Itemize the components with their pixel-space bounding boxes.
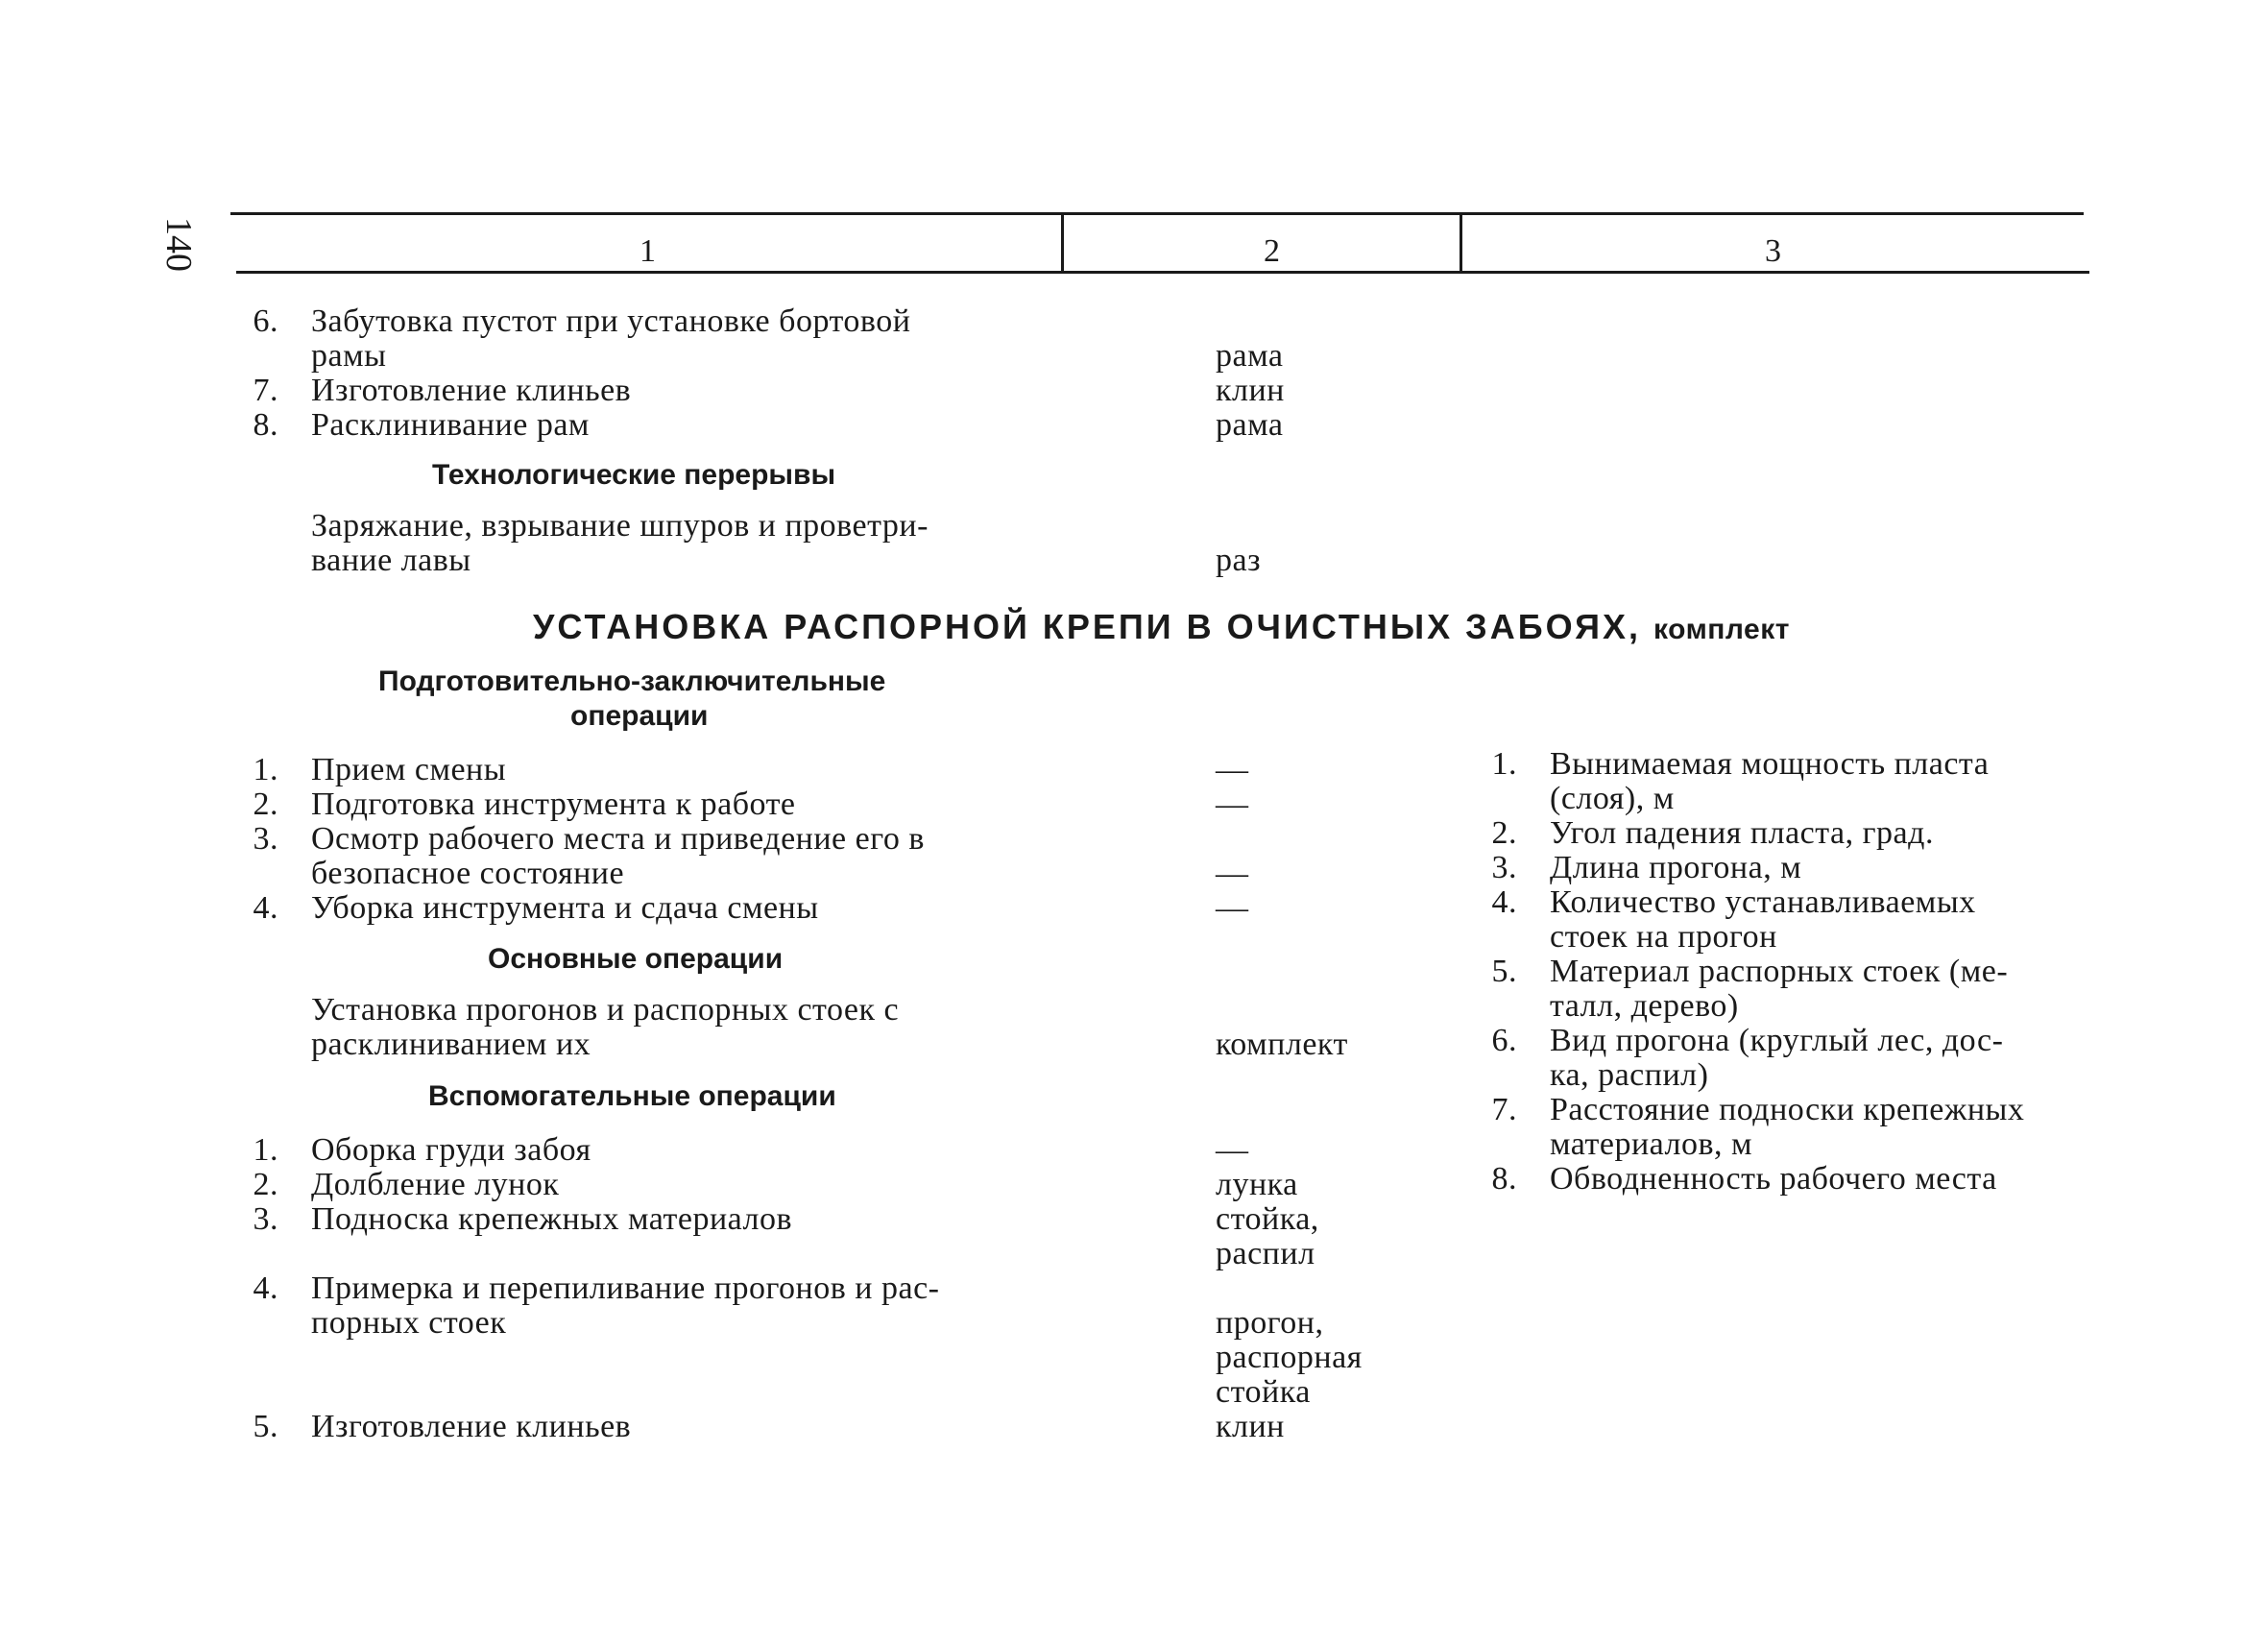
header-col-1: 1	[639, 233, 657, 269]
header-col-2: 2	[1264, 233, 1281, 269]
section-title	[533, 607, 1790, 647]
item-unit: клин	[1216, 373, 1285, 408]
item-number: 4.	[253, 890, 278, 926]
item-text: Подноска крепежных материалов	[311, 1201, 793, 1237]
factor-number: 5.	[1491, 954, 1517, 989]
section-title-unit: комплект	[1653, 614, 1790, 645]
tech-breaks-unit: раз	[1216, 543, 1262, 578]
factor-text: Расстояние подноски крепежных	[1550, 1092, 2025, 1127]
item-text-cont: безопасное состояние	[311, 856, 625, 891]
item-text: Прием смены	[311, 752, 507, 787]
header-bottom-rule	[236, 271, 2089, 274]
main-ops-heading: Основные операции	[488, 943, 784, 975]
item-text: Долбление лунок	[311, 1167, 560, 1202]
factor-text-cont: ка, распил)	[1550, 1057, 1709, 1093]
item-text: Изготовление клиньев	[311, 1409, 632, 1444]
factor-text: Длина прогона, м	[1550, 850, 1802, 885]
item-text: Примерка и перепиливание прогонов и рас-	[311, 1270, 940, 1306]
factor-text: Материал распорных стоек (ме-	[1550, 954, 2009, 989]
item-number: 6.	[253, 303, 278, 339]
item-unit: —	[1216, 1132, 1249, 1168]
item-number: 5.	[253, 1409, 278, 1444]
item-number: 1.	[253, 752, 278, 787]
item-unit: клин	[1216, 1409, 1285, 1444]
page-number: 140	[158, 217, 199, 272]
aux-ops-heading: Вспомогательные операции	[428, 1080, 836, 1112]
factor-number: 3.	[1491, 850, 1517, 885]
factor-text-cont: (слоя), м	[1550, 781, 1675, 816]
prep-ops-heading-cont: операции	[570, 700, 709, 732]
factor-text-cont: стоек на прогон	[1550, 919, 1777, 955]
item-text-cont: порных стоек	[311, 1305, 507, 1341]
tech-breaks-text: Заряжание, взрывание шпуров и проветри-	[311, 508, 929, 544]
item-unit: стойка,	[1216, 1201, 1319, 1237]
item-unit-cont: распил	[1216, 1236, 1315, 1271]
main-ops-unit: комплект	[1216, 1027, 1348, 1062]
factor-text: Угол падения пласта, град.	[1550, 815, 1934, 851]
factor-text-cont: талл, дерево)	[1550, 988, 1739, 1024]
factor-number: 1.	[1491, 746, 1517, 782]
factor-number: 8.	[1491, 1161, 1517, 1197]
section-title-main: УСТАНОВКА РАСПОРНОЙ КРЕПИ В ОЧИСТНЫХ ЗАБОЯХ,	[533, 607, 1642, 646]
header-divider-1	[1061, 213, 1064, 273]
factor-text: Вид прогона (круглый лес, дос-	[1550, 1023, 2004, 1058]
item-unit: рама	[1216, 407, 1284, 443]
tech-breaks-text-cont: вание лавы	[311, 543, 471, 578]
factor-text-cont: материалов, м	[1550, 1126, 1753, 1162]
item-text: Подготовка инструмента к работе	[311, 786, 796, 822]
main-ops-text-cont: расклиниванием их	[311, 1027, 591, 1062]
item-number: 3.	[253, 1201, 278, 1237]
item-number: 2.	[253, 1167, 278, 1202]
item-unit: прогон,	[1216, 1305, 1324, 1341]
item-text: Осмотр рабочего места и приведение его в	[311, 821, 925, 857]
factor-number: 2.	[1491, 815, 1517, 851]
item-unit: —	[1216, 890, 1249, 926]
factor-text: Вынимаемая мощность пласта	[1550, 746, 1990, 782]
header-divider-2	[1460, 213, 1462, 273]
item-text	[311, 304, 1060, 339]
item-text-line: Забутовка пустот при установке бортовой	[311, 303, 911, 339]
item-text-cont: рамы	[311, 338, 387, 374]
item-unit: —	[1216, 856, 1249, 891]
prep-ops-heading: Подготовительно-заключительные	[378, 665, 886, 697]
tech-breaks-heading: Технологические перерывы	[432, 459, 836, 491]
item-text: Расклинивание рам	[311, 407, 590, 443]
item-unit: —	[1216, 786, 1249, 822]
item-number: 1.	[253, 1132, 278, 1168]
item-unit-cont: стойка	[1216, 1374, 1311, 1410]
factor-text: Количество устанавливаемых	[1550, 884, 1976, 920]
item-unit-cont: распорная	[1216, 1340, 1363, 1375]
item-number: 3.	[253, 821, 278, 857]
item-number: 2.	[253, 786, 278, 822]
item-number: 7.	[253, 373, 278, 408]
factor-text: Обводненность рабочего места	[1550, 1161, 1997, 1197]
item-unit: —	[1216, 752, 1249, 787]
factor-number: 7.	[1491, 1092, 1517, 1127]
item-text: Оборка груди забоя	[311, 1132, 591, 1168]
header-top-rule	[230, 212, 2084, 215]
item-text: Уборка инструмента и сдача смены	[311, 890, 819, 926]
factor-number: 6.	[1491, 1023, 1517, 1058]
item-number: 4.	[253, 1270, 278, 1306]
item-unit: лунка	[1216, 1167, 1298, 1202]
main-ops-text: Установка прогонов и распорных стоек с	[311, 992, 900, 1028]
item-unit: рама	[1216, 338, 1284, 374]
header-col-3: 3	[1765, 233, 1782, 269]
factor-number: 4.	[1491, 884, 1517, 920]
item-text: Изготовление клиньев	[311, 373, 632, 408]
item-number: 8.	[253, 407, 278, 443]
